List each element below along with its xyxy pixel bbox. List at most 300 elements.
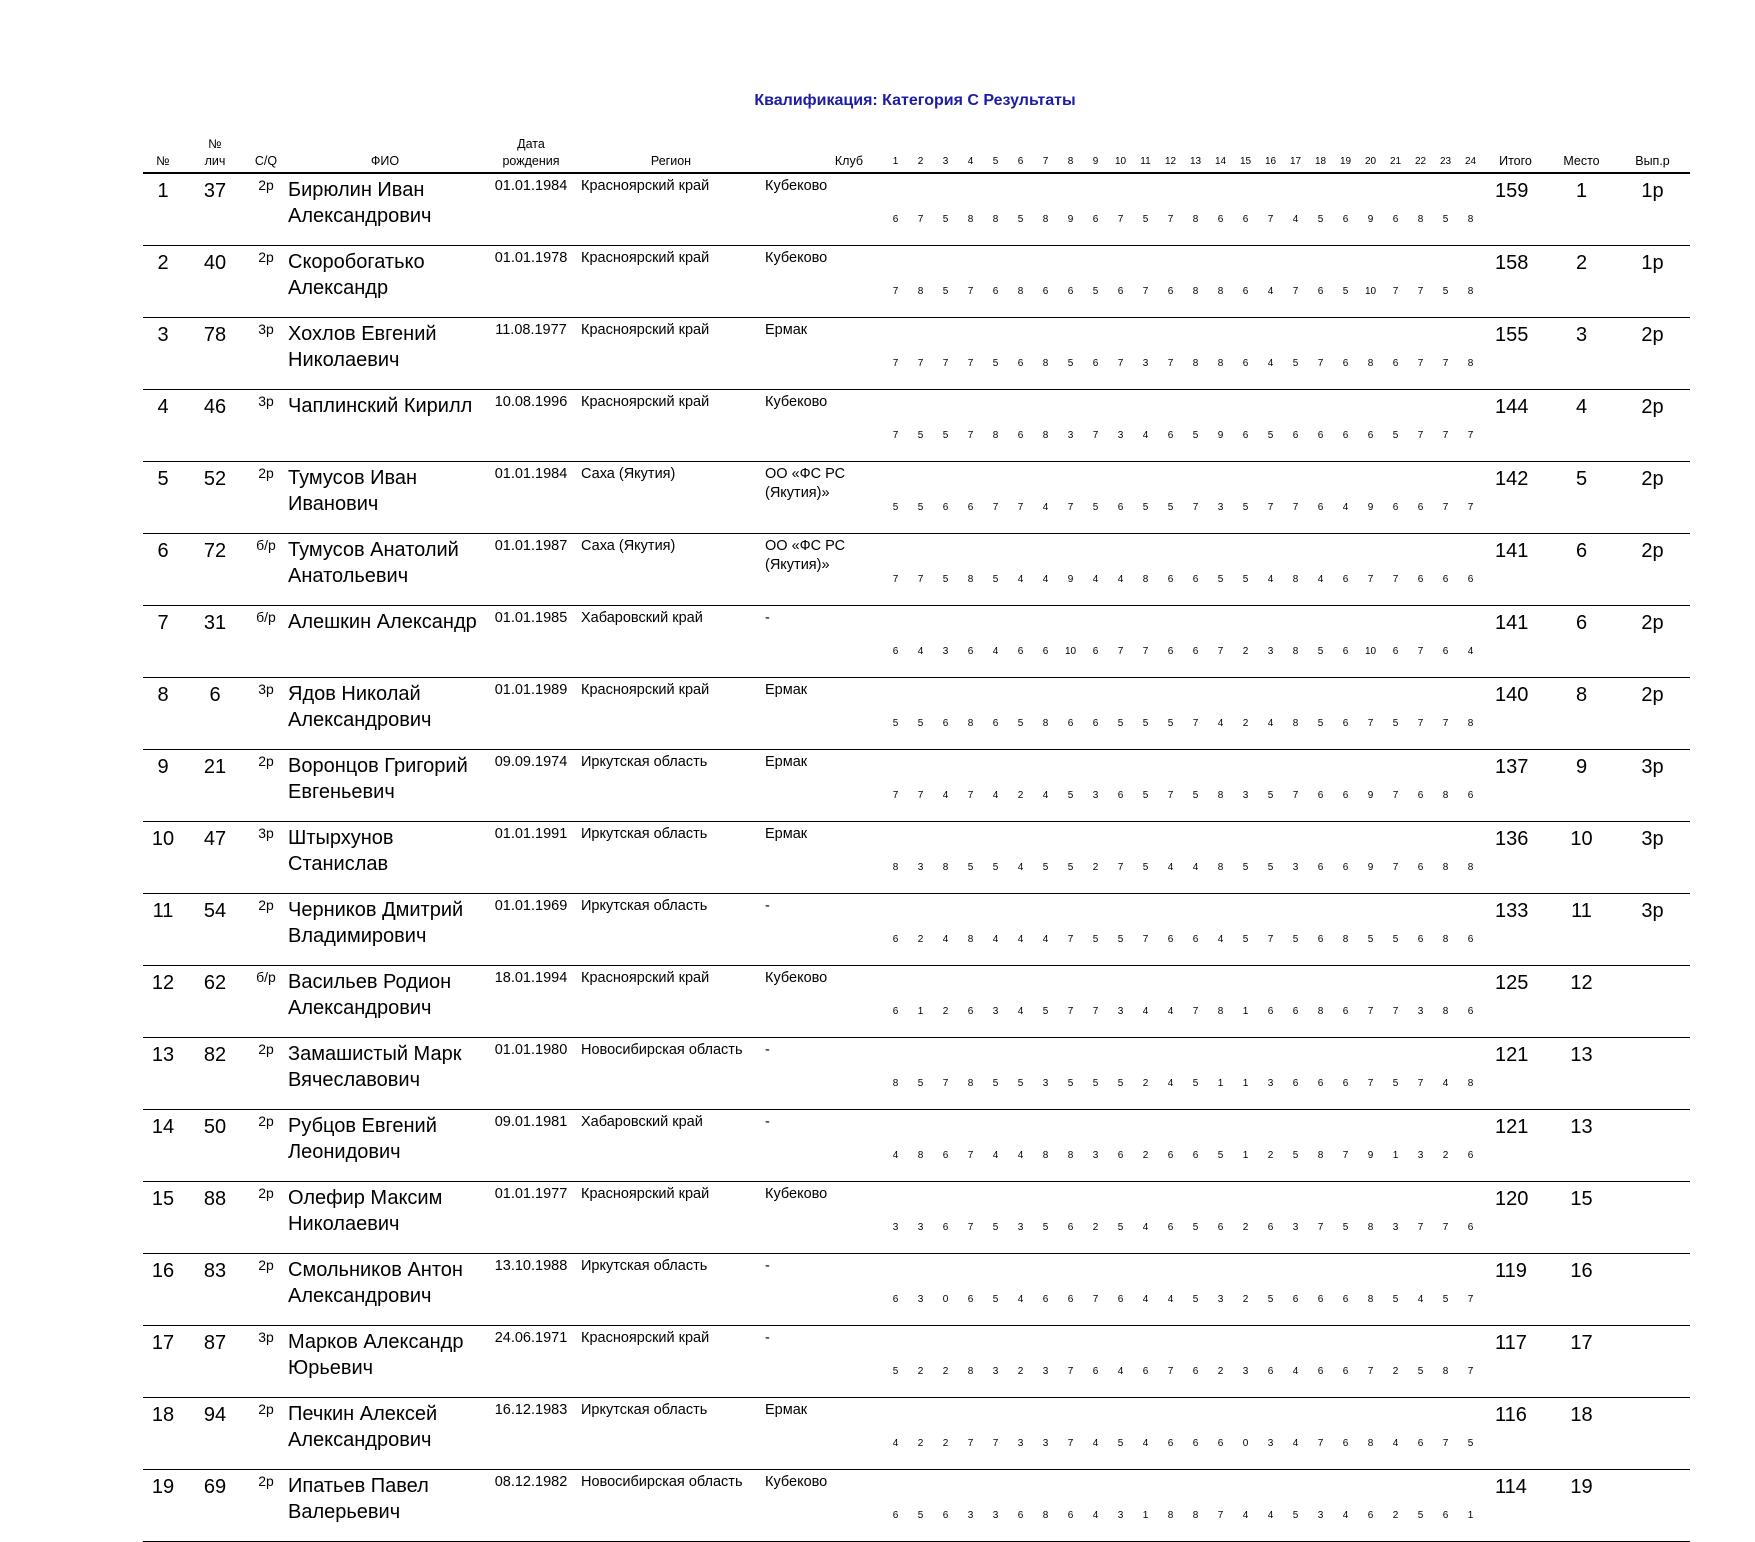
- header-series-10: 10: [1108, 136, 1133, 173]
- table-row: [143, 1470, 1690, 1542]
- birth-date: 01.01.1969: [485, 894, 577, 966]
- series-score-8: 9: [1058, 173, 1083, 246]
- license-number: 94: [183, 1398, 247, 1470]
- series-score-13: 5: [1183, 750, 1208, 822]
- series-score-15: 2: [1233, 606, 1258, 678]
- series-score-16: 6: [1258, 966, 1283, 1038]
- series-score-17: 6: [1283, 966, 1308, 1038]
- header-row: [143, 136, 1690, 173]
- series-score-10: 3: [1108, 1470, 1133, 1542]
- header-series-15: 15: [1233, 136, 1258, 173]
- series-score-7: 5: [1033, 1182, 1058, 1254]
- license-number: 54: [183, 894, 247, 966]
- series-score-10: 5: [1108, 1182, 1133, 1254]
- total-score: 120: [1483, 1182, 1548, 1254]
- athlete-name: Тумусов Анатолий Анатольевич: [285, 534, 485, 606]
- birth-date: 01.01.1989: [485, 678, 577, 750]
- series-score-18: 8: [1308, 966, 1333, 1038]
- series-score-15: 5: [1233, 534, 1258, 606]
- series-score-15: 5: [1233, 894, 1258, 966]
- series-score-18: 5: [1308, 678, 1333, 750]
- series-score-10: 7: [1108, 173, 1133, 246]
- series-score-21: 5: [1383, 678, 1408, 750]
- series-score-24: 7: [1458, 1326, 1483, 1398]
- series-score-2: 7: [908, 534, 933, 606]
- series-score-1: 6: [883, 1470, 908, 1542]
- total-score: 141: [1483, 534, 1548, 606]
- series-score-24: 7: [1458, 1254, 1483, 1326]
- series-score-15: 0: [1233, 1398, 1258, 1470]
- series-score-2: 1: [908, 966, 933, 1038]
- series-score-10: 3: [1108, 390, 1133, 462]
- series-score-19: 8: [1333, 894, 1358, 966]
- series-score-1: 8: [883, 822, 908, 894]
- series-score-1: 5: [883, 462, 908, 534]
- athlete-name: Олефир Максим Николаевич: [285, 1182, 485, 1254]
- club-cell: Ермак: [765, 1398, 883, 1470]
- series-score-6: 5: [1008, 1038, 1033, 1110]
- series-score-5: 7: [983, 1398, 1008, 1470]
- series-score-17: 5: [1283, 1470, 1308, 1542]
- table-row: [143, 534, 1690, 606]
- series-score-22: 3: [1408, 1110, 1433, 1182]
- series-score-4: 8: [958, 534, 983, 606]
- total-score: 114: [1483, 1470, 1548, 1542]
- series-score-22: 8: [1408, 173, 1433, 246]
- series-score-21: 2: [1383, 1470, 1408, 1542]
- series-score-23: 8: [1433, 966, 1458, 1038]
- series-score-10: 5: [1108, 678, 1133, 750]
- series-score-14: 6: [1208, 173, 1233, 246]
- series-score-12: 7: [1158, 318, 1183, 390]
- header-num: №: [143, 136, 183, 173]
- rank-achieved: 2р: [1615, 318, 1690, 390]
- category-cell: 3р: [247, 1326, 285, 1398]
- license-number: 47: [183, 822, 247, 894]
- series-score-23: 5: [1433, 246, 1458, 318]
- rank-achieved: 3р: [1615, 822, 1690, 894]
- table-row: [143, 462, 1690, 534]
- club-cell: -: [765, 894, 883, 966]
- series-score-8: 7: [1058, 966, 1083, 1038]
- region-cell: Красноярский край: [577, 1326, 765, 1398]
- series-score-11: 4: [1133, 1254, 1158, 1326]
- series-score-17: 5: [1283, 318, 1308, 390]
- series-score-2: 8: [908, 246, 933, 318]
- series-score-6: 5: [1008, 173, 1033, 246]
- series-score-1: 6: [883, 894, 908, 966]
- row-number: 16: [143, 1254, 183, 1326]
- series-score-23: 7: [1433, 390, 1458, 462]
- series-score-12: 6: [1158, 1110, 1183, 1182]
- series-score-16: 7: [1258, 894, 1283, 966]
- region-cell: Саха (Якутия): [577, 462, 765, 534]
- series-score-14: 6: [1208, 1182, 1233, 1254]
- series-score-18: 7: [1308, 1182, 1333, 1254]
- series-score-2: 7: [908, 750, 933, 822]
- place-cell: 8: [1548, 678, 1615, 750]
- rank-achieved: [1615, 966, 1690, 1038]
- series-score-17: 8: [1283, 678, 1308, 750]
- license-number: 82: [183, 1038, 247, 1110]
- place-cell: 10: [1548, 822, 1615, 894]
- series-score-13: 8: [1183, 1470, 1208, 1542]
- series-score-24: 8: [1458, 173, 1483, 246]
- series-score-4: 7: [958, 1182, 983, 1254]
- row-number: 10: [143, 822, 183, 894]
- rank-achieved: 2р: [1615, 462, 1690, 534]
- series-score-7: 5: [1033, 966, 1058, 1038]
- birth-date: 01.01.1987: [485, 534, 577, 606]
- series-score-5: 5: [983, 318, 1008, 390]
- header-series-9: 9: [1083, 136, 1108, 173]
- club-cell: ОО «ФС РС (Якутия)»: [765, 462, 883, 534]
- series-score-11: 1: [1133, 1470, 1158, 1542]
- series-score-23: 6: [1433, 606, 1458, 678]
- athlete-name: Алешкин Александр: [285, 606, 485, 678]
- series-score-15: 3: [1233, 1326, 1258, 1398]
- series-score-13: 5: [1183, 1254, 1208, 1326]
- series-score-16: 7: [1258, 462, 1283, 534]
- license-number: 40: [183, 246, 247, 318]
- series-score-24: 6: [1458, 1182, 1483, 1254]
- header-series-12: 12: [1158, 136, 1183, 173]
- series-score-6: 2: [1008, 750, 1033, 822]
- header-series-7: 7: [1033, 136, 1058, 173]
- series-score-13: 6: [1183, 1326, 1208, 1398]
- series-score-19: 6: [1333, 1326, 1358, 1398]
- category-cell: б/р: [247, 966, 285, 1038]
- series-score-5: 5: [983, 822, 1008, 894]
- series-score-12: 6: [1158, 1182, 1183, 1254]
- series-score-22: 7: [1408, 1038, 1433, 1110]
- series-score-6: 3: [1008, 1182, 1033, 1254]
- series-score-22: 4: [1408, 1254, 1433, 1326]
- series-score-13: 5: [1183, 390, 1208, 462]
- series-score-20: 8: [1358, 1254, 1383, 1326]
- table-row: [143, 1110, 1690, 1182]
- club-cell: Кубеково: [765, 390, 883, 462]
- series-score-22: 7: [1408, 678, 1433, 750]
- series-score-17: 8: [1283, 606, 1308, 678]
- birth-date: 01.01.1984: [485, 173, 577, 246]
- place-cell: 18: [1548, 1398, 1615, 1470]
- series-score-13: 7: [1183, 462, 1208, 534]
- series-score-12: 6: [1158, 606, 1183, 678]
- series-score-1: 6: [883, 1254, 908, 1326]
- license-number: 69: [183, 1470, 247, 1542]
- birth-date: 10.08.1996: [485, 390, 577, 462]
- series-score-20: 8: [1358, 1398, 1383, 1470]
- series-score-7: 8: [1033, 1110, 1058, 1182]
- series-score-8: 8: [1058, 1110, 1083, 1182]
- series-score-17: 5: [1283, 1110, 1308, 1182]
- row-number: 2: [143, 246, 183, 318]
- row-number: 1: [143, 173, 183, 246]
- series-score-9: 4: [1083, 1398, 1108, 1470]
- series-score-6: 6: [1008, 390, 1033, 462]
- series-score-12: 5: [1158, 678, 1183, 750]
- region-cell: Красноярский край: [577, 173, 765, 246]
- series-score-1: 6: [883, 606, 908, 678]
- series-score-10: 6: [1108, 246, 1133, 318]
- series-score-22: 6: [1408, 1398, 1433, 1470]
- series-score-8: 5: [1058, 318, 1083, 390]
- series-score-4: 7: [958, 1398, 983, 1470]
- series-score-21: 6: [1383, 462, 1408, 534]
- series-score-15: 2: [1233, 1254, 1258, 1326]
- header-series-20: 20: [1358, 136, 1383, 173]
- series-score-18: 7: [1308, 318, 1333, 390]
- total-score: 119: [1483, 1254, 1548, 1326]
- series-score-20: 7: [1358, 678, 1383, 750]
- series-score-22: 5: [1408, 1470, 1433, 1542]
- series-score-3: 8: [933, 822, 958, 894]
- athlete-name: Рубцов Евгений Леонидович: [285, 1110, 485, 1182]
- series-score-14: 8: [1208, 318, 1233, 390]
- series-score-4: 8: [958, 1326, 983, 1398]
- athlete-name: Черников Дмитрий Владимирович: [285, 894, 485, 966]
- series-score-20: 9: [1358, 822, 1383, 894]
- license-number: 88: [183, 1182, 247, 1254]
- athlete-name: Ипатьев Павел Валерьевич: [285, 1470, 485, 1542]
- place-cell: 6: [1548, 606, 1615, 678]
- series-score-14: 5: [1208, 534, 1233, 606]
- header-place: Место: [1548, 136, 1615, 173]
- table-row: [143, 173, 1690, 246]
- series-score-12: 7: [1158, 750, 1183, 822]
- series-score-8: 7: [1058, 462, 1083, 534]
- series-score-15: 4: [1233, 1470, 1258, 1542]
- series-score-23: 7: [1433, 1398, 1458, 1470]
- series-score-7: 5: [1033, 822, 1058, 894]
- series-score-18: 8: [1308, 1110, 1333, 1182]
- header-series-16: 16: [1258, 136, 1283, 173]
- series-score-13: 6: [1183, 1398, 1208, 1470]
- series-score-5: 4: [983, 894, 1008, 966]
- total-score: 158: [1483, 246, 1548, 318]
- series-score-14: 3: [1208, 1254, 1233, 1326]
- series-score-19: 5: [1333, 1182, 1358, 1254]
- series-score-2: 7: [908, 173, 933, 246]
- series-score-7: 4: [1033, 894, 1058, 966]
- series-score-22: 7: [1408, 246, 1433, 318]
- row-number: 18: [143, 1398, 183, 1470]
- header-series-4: 4: [958, 136, 983, 173]
- series-score-22: 6: [1408, 894, 1433, 966]
- series-score-7: 8: [1033, 318, 1058, 390]
- series-score-18: 4: [1308, 534, 1333, 606]
- row-number: 19: [143, 1470, 183, 1542]
- series-score-19: 6: [1333, 822, 1358, 894]
- series-score-7: 3: [1033, 1398, 1058, 1470]
- club-cell: -: [765, 606, 883, 678]
- club-cell: Кубеково: [765, 966, 883, 1038]
- place-cell: 13: [1548, 1110, 1615, 1182]
- header-series-22: 22: [1408, 136, 1433, 173]
- series-score-2: 3: [908, 822, 933, 894]
- series-score-15: 6: [1233, 318, 1258, 390]
- series-score-13: 5: [1183, 1182, 1208, 1254]
- series-score-17: 4: [1283, 1398, 1308, 1470]
- table-row: [143, 1038, 1690, 1110]
- series-score-15: 5: [1233, 462, 1258, 534]
- series-score-1: 5: [883, 678, 908, 750]
- series-score-5: 4: [983, 750, 1008, 822]
- series-score-7: 8: [1033, 390, 1058, 462]
- row-number: 7: [143, 606, 183, 678]
- athlete-name: Воронцов Григорий Евгеньевич: [285, 750, 485, 822]
- series-score-15: 2: [1233, 1182, 1258, 1254]
- series-score-14: 8: [1208, 246, 1233, 318]
- series-score-18: 5: [1308, 173, 1333, 246]
- series-score-3: 5: [933, 173, 958, 246]
- series-score-19: 6: [1333, 1398, 1358, 1470]
- athlete-name: Смольников Антон Александрович: [285, 1254, 485, 1326]
- results-body: [143, 173, 1690, 1542]
- series-score-11: 2: [1133, 1110, 1158, 1182]
- series-score-10: 6: [1108, 1110, 1133, 1182]
- total-score: 116: [1483, 1398, 1548, 1470]
- series-score-3: 0: [933, 1254, 958, 1326]
- total-score: 136: [1483, 822, 1548, 894]
- series-score-16: 6: [1258, 1182, 1283, 1254]
- series-score-17: 7: [1283, 462, 1308, 534]
- series-score-10: 4: [1108, 534, 1133, 606]
- series-score-12: 4: [1158, 1038, 1183, 1110]
- series-score-21: 7: [1383, 534, 1408, 606]
- series-score-20: 8: [1358, 1182, 1383, 1254]
- birth-date: 16.12.1983: [485, 1398, 577, 1470]
- athlete-name: Тумусов Иван Иванович: [285, 462, 485, 534]
- results-table: [143, 136, 1690, 1542]
- series-score-21: 2: [1383, 1326, 1408, 1398]
- athlete-name: Штырхунов Станислав: [285, 822, 485, 894]
- series-score-6: 3: [1008, 1398, 1033, 1470]
- series-score-16: 4: [1258, 1470, 1283, 1542]
- series-score-16: 5: [1258, 822, 1283, 894]
- series-score-23: 7: [1433, 318, 1458, 390]
- row-number: 8: [143, 678, 183, 750]
- series-score-9: 5: [1083, 246, 1108, 318]
- athlete-name: Васильев Родион Александрович: [285, 966, 485, 1038]
- series-score-15: 2: [1233, 678, 1258, 750]
- series-score-9: 6: [1083, 1326, 1108, 1398]
- series-score-11: 4: [1133, 390, 1158, 462]
- series-score-16: 4: [1258, 318, 1283, 390]
- athlete-name: Скоробогатько Александр: [285, 246, 485, 318]
- table-row: [143, 1326, 1690, 1398]
- series-score-14: 6: [1208, 1398, 1233, 1470]
- series-score-1: 7: [883, 246, 908, 318]
- series-score-13: 8: [1183, 246, 1208, 318]
- series-score-9: 7: [1083, 1254, 1108, 1326]
- place-cell: 3: [1548, 318, 1615, 390]
- series-score-16: 5: [1258, 750, 1283, 822]
- rank-achieved: 2р: [1615, 390, 1690, 462]
- rank-achieved: [1615, 1182, 1690, 1254]
- series-score-10: 7: [1108, 318, 1133, 390]
- series-score-2: 5: [908, 462, 933, 534]
- birth-date: 01.01.1977: [485, 1182, 577, 1254]
- series-score-12: 5: [1158, 462, 1183, 534]
- header-dob: [485, 136, 577, 173]
- rank-achieved: 1р: [1615, 246, 1690, 318]
- series-score-16: 4: [1258, 678, 1283, 750]
- row-number: 6: [143, 534, 183, 606]
- series-score-12: 6: [1158, 246, 1183, 318]
- total-score: 159: [1483, 173, 1548, 246]
- series-score-5: 8: [983, 173, 1008, 246]
- series-score-9: 6: [1083, 173, 1108, 246]
- series-score-13: 6: [1183, 1110, 1208, 1182]
- series-score-4: 5: [958, 822, 983, 894]
- series-score-24: 6: [1458, 966, 1483, 1038]
- series-score-12: 7: [1158, 173, 1183, 246]
- series-score-8: 6: [1058, 1254, 1083, 1326]
- rank-achieved: 2р: [1615, 678, 1690, 750]
- series-score-20: 9: [1358, 750, 1383, 822]
- series-score-7: 3: [1033, 1038, 1058, 1110]
- rank-achieved: 2р: [1615, 534, 1690, 606]
- series-score-23: 4: [1433, 1038, 1458, 1110]
- series-score-1: 7: [883, 390, 908, 462]
- total-score: 155: [1483, 318, 1548, 390]
- series-score-21: 7: [1383, 750, 1408, 822]
- series-score-17: 4: [1283, 173, 1308, 246]
- table-row: [143, 678, 1690, 750]
- rank-achieved: [1615, 1470, 1690, 1542]
- series-score-18: 6: [1308, 750, 1333, 822]
- header-series-19: 19: [1333, 136, 1358, 173]
- table-row: [143, 1254, 1690, 1326]
- series-score-22: 7: [1408, 606, 1433, 678]
- series-score-5: 6: [983, 678, 1008, 750]
- category-cell: 2р: [247, 462, 285, 534]
- series-score-11: 7: [1133, 246, 1158, 318]
- series-score-19: 6: [1333, 750, 1358, 822]
- series-score-7: 8: [1033, 678, 1058, 750]
- series-score-14: 4: [1208, 678, 1233, 750]
- category-cell: 2р: [247, 246, 285, 318]
- series-score-12: 4: [1158, 966, 1183, 1038]
- series-score-17: 6: [1283, 1254, 1308, 1326]
- series-score-14: 8: [1208, 966, 1233, 1038]
- license-number: 21: [183, 750, 247, 822]
- table-row: [143, 750, 1690, 822]
- row-number: 5: [143, 462, 183, 534]
- series-score-24: 7: [1458, 390, 1483, 462]
- series-score-10: 7: [1108, 822, 1133, 894]
- series-score-4: 6: [958, 606, 983, 678]
- series-score-5: 4: [983, 1110, 1008, 1182]
- series-score-4: 3: [958, 1470, 983, 1542]
- region-cell: Красноярский край: [577, 318, 765, 390]
- header-club: Клуб: [765, 136, 883, 173]
- series-score-24: 8: [1458, 246, 1483, 318]
- series-score-12: 8: [1158, 1470, 1183, 1542]
- series-score-1: 4: [883, 1110, 908, 1182]
- row-number: 4: [143, 390, 183, 462]
- series-score-23: 8: [1433, 894, 1458, 966]
- series-score-14: 7: [1208, 1470, 1233, 1542]
- category-cell: 3р: [247, 390, 285, 462]
- series-score-24: 6: [1458, 894, 1483, 966]
- series-score-20: 10: [1358, 606, 1383, 678]
- series-score-16: 2: [1258, 1110, 1283, 1182]
- birth-date: 01.01.1991: [485, 822, 577, 894]
- series-score-24: 8: [1458, 1038, 1483, 1110]
